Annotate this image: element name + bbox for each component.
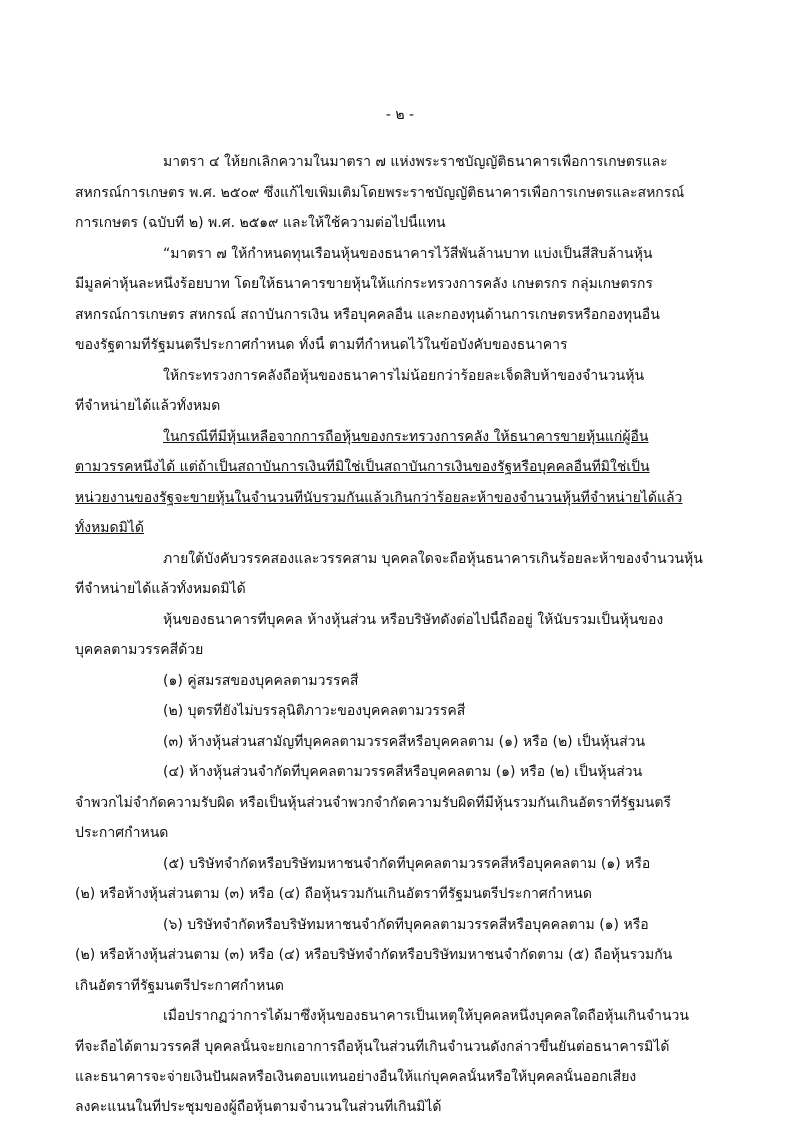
list-item: (๖) บริษัทจำกัดหรือบริษัทมหาชนจำกัดที่บุคคลตามวรรคสี่หรือบุคคลตาม (๑) หรือ [163, 917, 649, 933]
list-item: (๕) บริษัทจำกัดหรือบริษัทมหาชนจำกัดที่บุคคลตามวรรคสี่หรือบุคคลตาม (๑) หรือ [163, 856, 651, 872]
paragraph-line: มาตรา ๔ ให้ยกเลิกความในมาตรา ๗ แห่งพระราชบัญญัติธนาคารเพื่อการเกษตรและ [163, 154, 668, 170]
paragraph-line: ของรัฐตามที่รัฐมนตรีประกาศกำหนด ทั้งนี้ ตามที่กำหนดไว้ในข้อบังคับของธนาคาร [75, 337, 568, 353]
list-item-continuation: เกินอัตราที่รัฐมนตรีประกาศกำหนด [75, 978, 284, 994]
list-item-continuation: (๒) หรือห้างหุ้นส่วนตาม (๓) หรือ (๔) หรือบริษัทจำกัดหรือบริษัทมหาชนจำกัดตาม (๕) ถือหุ้นรวมกัน [75, 947, 673, 963]
paragraph-line: เมื่อปรากฏว่าการได้มาซึ่งหุ้นของธนาคารเป็นเหตุให้บุคคลหนึ่งบุคคลใดถือหุ้นเกินจำนวน [163, 1008, 689, 1024]
list-item-continuation: ประกาศกำหนด [75, 825, 169, 841]
page-number: - ๒ - [385, 107, 415, 123]
paragraph-line: สหกรณ์การเกษตร พ.ศ. ๒๕๐๙ ซึ่งแก้ไขเพิ่มเติมโดยพระราชบัญญัติธนาคารเพื่อการเกษตรและสหกรณ์ [75, 185, 685, 201]
paragraph-line: และธนาคารจะจ่ายเงินปันผลหรือเงินตอบแทนอย่างอื่นให้แก่บุคคลนั้นหรือให้บุคคลนั้นออกเสียง [75, 1069, 637, 1085]
paragraph-line: ที่จำหน่ายได้แล้วทั้งหมด [75, 398, 221, 414]
paragraph-line: “มาตรา ๗ ให้กำหนดทุนเรือนหุ้นของธนาคารไว้สี่พันล้านบาท แบ่งเป็นสี่สิบล้านหุ้น [163, 246, 653, 262]
paragraph-line: การเกษตร (ฉบับที่ ๒) พ.ศ. ๒๕๑๙ และให้ใช้ความต่อไปนี้แทน [75, 215, 446, 231]
paragraph-line: หุ้นของธนาคารที่บุคคล ห้างหุ้นส่วน หรือบริษัทดังต่อไปนี้ถืออยู่ ให้นับรวมเป็นหุ้นของ [163, 612, 664, 628]
amended-paragraph-line: หน่วยงานของรัฐจะขายหุ้นในจำนวนที่นับรวมกันแล้วเกินกว่าร้อยละห้าของจำนวนหุ้นที่จำหน่ายได้แล้ว [75, 490, 683, 506]
amended-paragraph-line: ทั้งหมดมิได้ [75, 520, 144, 536]
paragraph-line: ให้กระทรวงการคลังถือหุ้นของธนาคารไม่น้อยกว่าร้อยละเจ็ดสิบห้าของจำนวนหุ้น [163, 368, 645, 384]
paragraph-line: ที่จำหน่ายได้แล้วทั้งหมดมิได้ [75, 581, 246, 597]
list-item: (๒) บุตรที่ยังไม่บรรลุนิติภาวะของบุคคลตามวรรคสี่ [163, 703, 466, 719]
amended-paragraph-line: ตามวรรคหนึ่งได้ แต่ถ้าเป็นสถาบันการเงินที่มิใช่เป็นสถาบันการเงินของรัฐหรือบุคคลอื่นที่มิใช่เป็น [75, 459, 650, 475]
list-item: (๓) ห้างหุ้นส่วนสามัญที่บุคคลตามวรรคสี่หรือบุคคลตาม (๑) หรือ (๒) เป็นหุ้นส่วน [163, 734, 646, 750]
paragraph-line: สหกรณ์การเกษตร สหกรณ์ สถาบันการเงิน หรือบุคคลอื่น และกองทุนด้านการเกษตรหรือกองทุนอื่น [75, 307, 660, 323]
paragraph-line: บุคคลตามวรรคสี่ด้วย [75, 642, 204, 658]
paragraph-line: ลงคะแนนในที่ประชุมของผู้ถือหุ้นตามจำนวนในส่วนที่เกินมิได้ [75, 1099, 442, 1115]
list-item-continuation: (๒) หรือห้างหุ้นส่วนตาม (๓) หรือ (๔) ถือหุ้นรวมกันเกินอัตราที่รัฐมนตรีประกาศกำหนด [75, 886, 592, 902]
list-item-continuation: จำพวกไม่จำกัดความรับผิด หรือเป็นหุ้นส่วนจำพวกจำกัดความรับผิดที่มีหุ้นรวมกันเกินอัตราที่รัฐมนตรี [75, 795, 671, 811]
amended-paragraph-line: ในกรณีที่มีหุ้นเหลือจากการถือหุ้นของกระทรวงการคลัง ให้ธนาคารขายหุ้นแก่ผู้อื่น [163, 429, 649, 445]
paragraph-line: ที่จะถือได้ตามวรรคสี่ บุคคลนั้นจะยกเอาการถือหุ้นในส่วนที่เกินจำนวนดังกล่าวขึ้นยันต่อธนาคารมิได้ [75, 1039, 670, 1055]
paragraph-line: ภายใต้บังคับวรรคสองและวรรคสาม บุคคลใดจะถือหุ้นธนาคารเกินร้อยละห้าของจำนวนหุ้น [163, 551, 703, 567]
list-item: (๑) คู่สมรสของบุคคลตามวรรคสี่ [163, 673, 359, 689]
list-item: (๔) ห้างหุ้นส่วนจำกัดที่บุคคลตามวรรคสี่หรือบุคคลตาม (๑) หรือ (๒) เป็นหุ้นส่วน [163, 764, 643, 780]
paragraph-line: มีมูลค่าหุ้นละหนึ่งร้อยบาท โดยให้ธนาคารขายหุ้นให้แก่กระทรวงการคลัง เกษตรกร กลุ่มเกษตรกร [75, 276, 653, 292]
